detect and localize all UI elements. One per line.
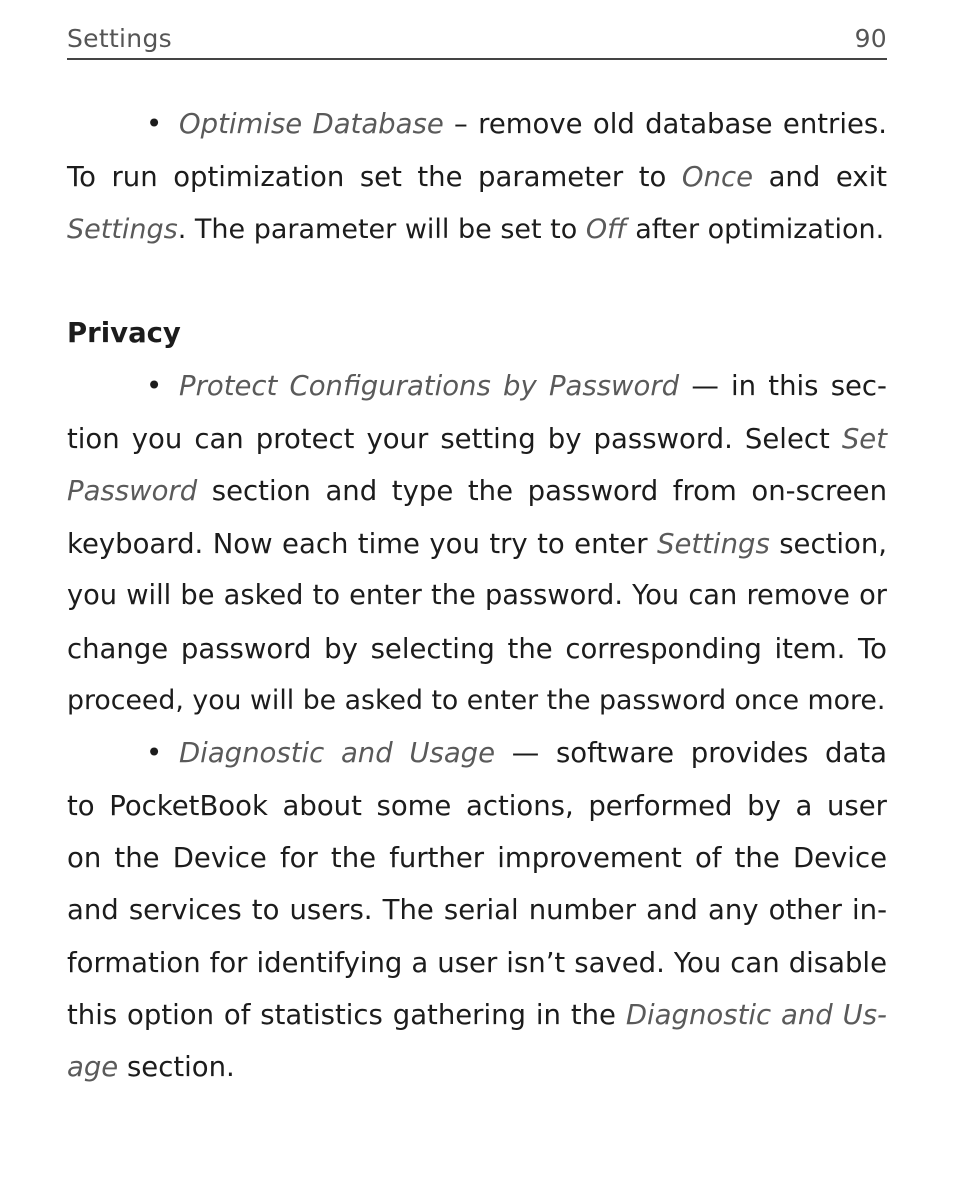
optimise-text: after optimization. bbox=[626, 214, 885, 245]
page-header bbox=[67, 22, 887, 60]
optimise-text: . The parameter will be set to bbox=[177, 214, 586, 245]
protect-line-3 bbox=[67, 473, 887, 509]
protect-text: tion you can protect your setting by password. Select bbox=[67, 423, 842, 455]
privacy-heading: Privacy bbox=[67, 317, 181, 349]
settings-term: Settings bbox=[656, 528, 770, 560]
diagnostic-line-5: formation for identifying a user isn’t saved. You can disable bbox=[67, 947, 887, 979]
page-number: 90 bbox=[854, 24, 887, 53]
optimise-line-1: • Optimise Database – remove old database entries. bbox=[146, 108, 887, 140]
password-term: Password bbox=[67, 475, 198, 507]
protect-text: section and type the password from on-screen bbox=[197, 475, 887, 507]
protect-line-2 bbox=[67, 421, 887, 457]
diagnostic-text: this option of statistics gathering in the bbox=[67, 999, 626, 1031]
set-term: Set bbox=[841, 423, 887, 455]
diagnostic-line-7 bbox=[67, 1049, 887, 1085]
settings-term: Settings bbox=[67, 214, 178, 245]
optimise-line-3 bbox=[67, 212, 887, 248]
protect-line-1: • Protect Configurations by Password — in this sec- bbox=[146, 370, 887, 402]
diagnostic-usage-ref: Diagnostic and Us- bbox=[625, 999, 887, 1031]
protect-line-5: you will be asked to enter the password. You can remove or bbox=[67, 580, 887, 611]
protect-term: Protect Configurations by Password bbox=[179, 370, 680, 402]
diagnostic-usage-ref: age bbox=[67, 1051, 119, 1083]
optimise-database-term: Optimise Database bbox=[179, 108, 444, 140]
protect-line-4 bbox=[67, 526, 887, 562]
protect-text: section, bbox=[769, 528, 888, 560]
protect-text: keyboard. Now each time you try to enter bbox=[67, 528, 657, 560]
diagnostic-line-6 bbox=[67, 997, 887, 1033]
diagnostic-line-2: to PocketBook about some actions, performed by a user bbox=[67, 790, 887, 822]
protect-text: — in this sec- bbox=[679, 370, 887, 402]
optimise-text: and exit bbox=[753, 161, 887, 193]
once-term: Once bbox=[681, 161, 754, 193]
diagnostic-line-1: • Diagnostic and Usage — software provides data bbox=[146, 737, 887, 769]
diagnostic-text: section. bbox=[118, 1051, 235, 1083]
protect-line-7: proceed, you will be asked to enter the password once more. bbox=[67, 685, 886, 716]
section-title: Settings bbox=[67, 24, 172, 53]
off-term: Off bbox=[585, 214, 627, 245]
diagnostic-line-3: on the Device for the further improvement of the Device bbox=[67, 842, 887, 874]
protect-line-6: change password by selecting the corresponding item. To bbox=[67, 633, 887, 665]
optimise-line-2 bbox=[67, 159, 887, 195]
diagnostic-term: Diagnostic and Usage bbox=[179, 737, 496, 769]
optimise-text: – remove old database entries. bbox=[443, 108, 887, 140]
optimise-text: To run optimization set the parameter to bbox=[67, 161, 682, 193]
diagnostic-line-4: and services to users. The serial number and any other in- bbox=[67, 894, 887, 926]
diagnostic-text: — software provides data bbox=[495, 737, 887, 769]
